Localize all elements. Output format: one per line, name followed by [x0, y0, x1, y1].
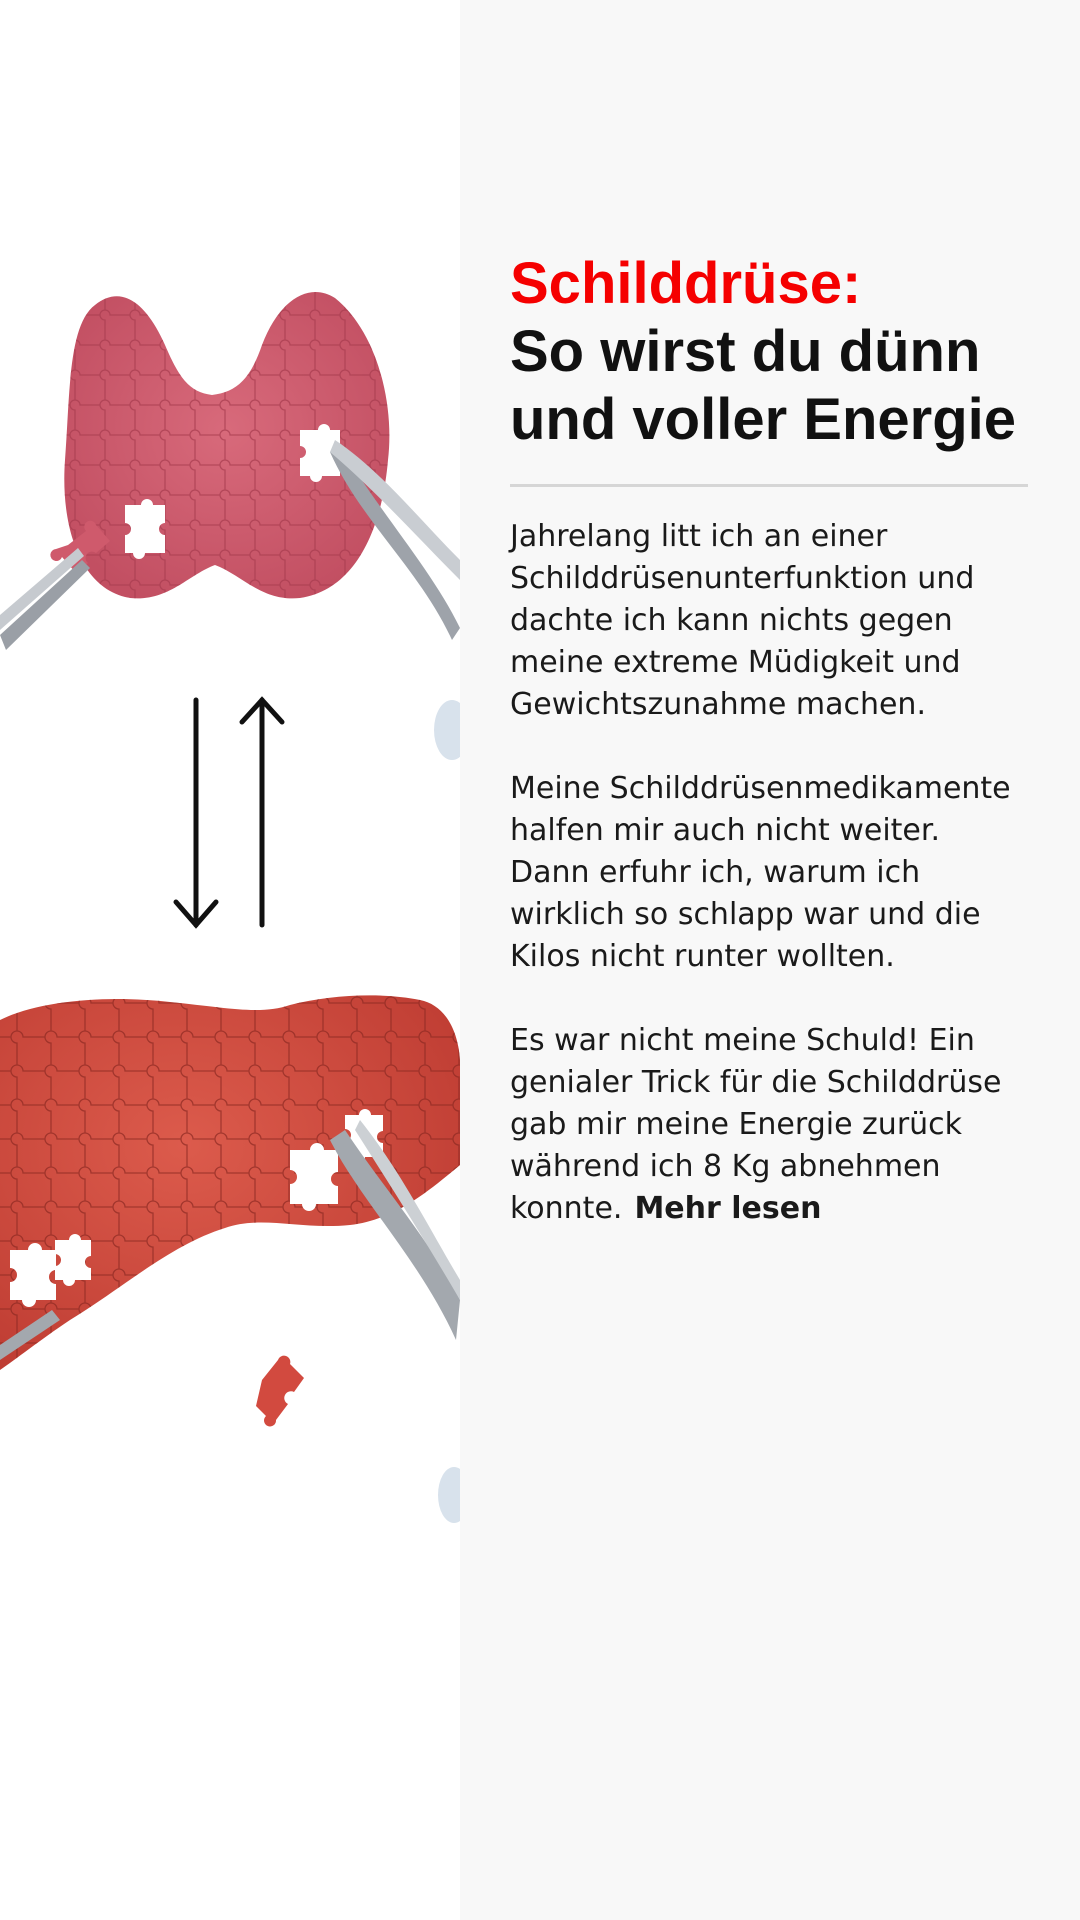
paragraph-2: [510, 768, 1070, 978]
illustration-svg: [0, 0, 460, 1920]
text-line: dachte ich kann nichts gegen: [510, 603, 953, 638]
text-line: Meine Schilddrüsenmedikamente: [510, 771, 1011, 806]
illustration-panel: [0, 0, 460, 1920]
headline-line-1: So wirst du dünn: [510, 319, 981, 384]
text-line: Schilddrüsenunterfunktion und: [510, 561, 975, 596]
text-line: gab mir meine Energie zurück: [510, 1107, 963, 1142]
paragraph-1: [510, 516, 1070, 726]
text-line: Kilos nicht runter wollten.: [510, 939, 895, 974]
text-line: halfen mir auch nicht weiter.: [510, 813, 940, 848]
text-line: genialer Trick für die Schilddrüse: [510, 1065, 1002, 1100]
article-body: [510, 516, 1070, 1272]
article-panel: [460, 0, 1080, 1920]
text-line: während ich 8 Kg abnehmen: [510, 1149, 941, 1184]
text-line: Gewichtszunahme machen.: [510, 687, 926, 722]
text-line: Es war nicht meine Schuld! Ein: [510, 1023, 975, 1058]
text-line: konnte.: [510, 1191, 623, 1226]
divider: [510, 484, 1028, 487]
headline-highlight: Schilddrüse:: [510, 251, 862, 316]
read-more-link[interactable]: Mehr lesen: [634, 1191, 822, 1226]
text-line: wirklich so schlapp war und die: [510, 897, 981, 932]
text-line: meine extreme Müdigkeit und: [510, 645, 961, 680]
thyroid-illustration: [0, 292, 460, 760]
up-down-arrows-icon: [176, 700, 282, 925]
text-line: Dann erfuhr ich, warum ich: [510, 855, 921, 890]
liver-illustration: [0, 995, 460, 1523]
paragraph-3: [510, 1020, 1070, 1230]
headline: [510, 250, 1070, 454]
headline-line-2: und voller Energie: [510, 387, 1016, 452]
text-line: Jahrelang litt ich an einer: [510, 519, 888, 554]
